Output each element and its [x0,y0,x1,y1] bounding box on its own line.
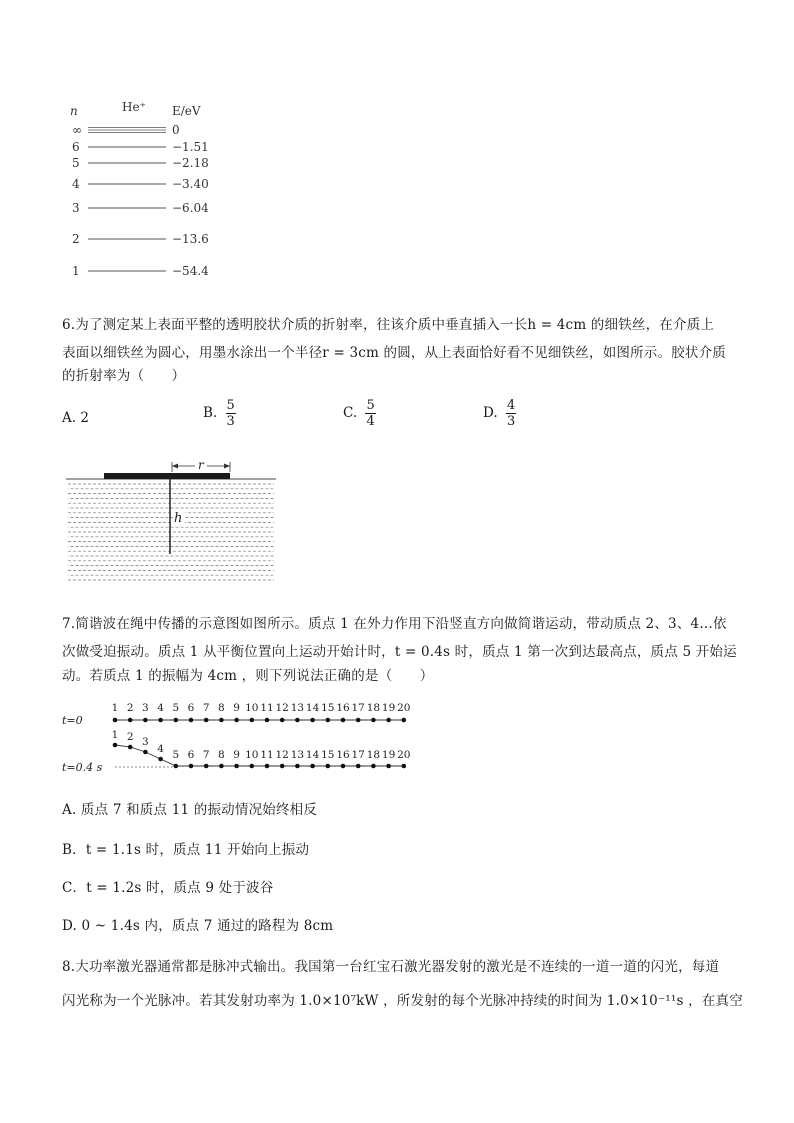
rope-point-t0-10 [250,718,255,723]
level-n-4: 3 [72,201,80,215]
rope-label-t1-2: 2 [126,731,134,743]
rope-point-t1-1 [113,743,118,748]
rope-point-t0-15 [326,718,331,723]
rope-point-t1-18 [371,764,376,769]
rope-label-t1-11: 11 [260,749,274,761]
rope-label-t1-6: 6 [187,749,195,761]
rope-point-t0-9 [234,718,239,723]
rope-point-t1-3 [143,750,148,755]
q6-option-c-fraction [365,398,375,429]
t1-label: t=0.4 s [62,761,103,774]
level-n-1: 6 [72,140,80,154]
rope-point-t1-16 [341,764,346,769]
q7-line-3: 动。若质点 1 的振幅为 4cm ，则下列说法正确的是（ ） [62,668,434,684]
rope-point-t0-5 [174,718,179,723]
rope-point-t1-17 [356,764,361,769]
rope-label-t0-15: 15 [321,702,335,714]
rope-label-t1-5: 5 [172,749,180,761]
rope-label-t1-9: 9 [233,749,240,761]
q6-option-d [483,398,516,429]
rope-point-t0-20 [402,718,407,723]
r-label: r [198,458,204,472]
rope-point-t1-20 [402,764,407,769]
level-n-2: 5 [72,156,80,170]
rope-label-t1-3: 3 [142,736,149,748]
level-energy-2: −2.18 [172,156,209,170]
level-energy-5: −13.6 [172,232,209,246]
rope-point-t1-13 [295,764,300,769]
level-n-0: ∞ [72,123,82,137]
rope-point-t1-4 [158,757,163,762]
rope-point-t0-19 [386,718,391,723]
medium-figure [64,458,279,588]
q6-option-d-numerator: 4 [506,398,516,413]
rope-point-t0-11 [265,718,270,723]
rope-point-t0-14 [310,718,315,723]
rope-point-t1-14 [310,764,315,769]
rope-label-t1-4: 4 [157,743,164,755]
rope-point-t0-1 [113,718,118,723]
rope-point-t1-11 [265,764,270,769]
rope-point-t1-7 [204,764,209,769]
level-energy-0: 0 [172,123,180,137]
rope-label-t0-10: 10 [245,702,259,714]
q6-option-a [62,410,89,426]
q6-option-c [343,398,376,429]
rope-label-t0-3: 3 [142,702,149,714]
rope-label-t1-15: 15 [321,749,335,761]
q6-option-a-value: 2 [80,410,89,426]
q8-line-1: 8.大功率激光器通常都是脉冲式输出。我国第一台红宝石激光器发射的激光是不连续的一道一道的闪光，每道 [62,959,720,975]
rope-label-t1-18: 18 [366,749,381,761]
rope-label-t1-12: 12 [275,749,289,761]
rope-point-t1-8 [219,764,224,769]
level-energy-6: −54.4 [172,264,209,278]
rope-label-t0-17: 17 [351,702,365,714]
level-n-5: 2 [72,232,80,246]
rope-label-t0-7: 7 [202,702,210,714]
rope-point-t0-4 [158,718,163,723]
rope-label-t0-1: 1 [111,702,119,714]
rope-label-t1-7: 7 [202,749,210,761]
rope-label-t1-1: 1 [111,729,119,741]
rope-label-t0-13: 13 [290,702,305,714]
rope-label-t0-6: 6 [187,702,195,714]
rope-point-t0-16 [341,718,346,723]
level-energy-1: −1.51 [172,140,209,154]
rope-label-t1-20: 20 [397,749,411,761]
rope-label-t1-8: 8 [218,749,225,761]
rope-label-t1-14: 14 [305,749,320,761]
ink-circle-bar [104,473,230,479]
r-arrow-left [172,464,178,469]
rope-point-t0-12 [280,718,285,723]
rope-point-t1-12 [280,764,285,769]
rope-point-t0-8 [219,718,224,723]
q7-option-b: B．t = 1.1s 时，质点 11 开始向上振动 [62,842,310,858]
rope-label-t0-12: 12 [275,702,289,714]
rope-point-t1-5 [174,764,179,769]
energy-level-diagram [60,95,230,285]
rope-point-t1-2 [128,745,133,750]
rope-point-t1-19 [386,764,391,769]
q7-option-c: C．t = 1.2s 时，质点 9 处于波谷 [62,880,274,896]
h-label: h [174,511,183,526]
q7-option-a: A. 质点 7 和质点 11 的振动情况始终相反 [62,802,318,818]
rope-label-t0-20: 20 [397,702,411,714]
q6-option-d-denominator: 3 [506,414,516,429]
rope-label-t0-14: 14 [305,702,320,714]
rope-label-t1-16: 16 [336,749,350,761]
rope-label-t0-16: 16 [336,702,350,714]
rope-label-t1-10: 10 [245,749,259,761]
rope-label-t1-17: 17 [351,749,365,761]
rope-point-t1-9 [234,764,239,769]
q7-option-d: D. 0 ~ 1.4s 内，质点 7 通过的路程为 8cm [62,918,334,934]
rope-label-t0-18: 18 [366,702,381,714]
q8-line-2: 闪光称为一个光脉冲。若其发射功率为 1.0×10⁷kW ，所发射的每个光脉冲持续的时间为 1.0×10⁻¹¹s ，在真空 [62,993,743,1009]
rope-point-t0-6 [189,718,194,723]
r-arrow-right [224,464,230,469]
level-energy-3: −3.40 [172,177,209,191]
rope-point-t0-13 [295,718,300,723]
rope-label-t0-11: 11 [260,702,274,714]
q6-option-b-denominator: 3 [226,414,235,429]
diagram-energy-header: E/eV [172,104,201,118]
rope-point-t1-10 [250,764,255,769]
level-n-6: 1 [72,264,80,278]
q6-option-c-numerator: 5 [366,398,375,413]
q6-option-c-denominator: 4 [366,414,375,429]
rope-label-t0-4: 4 [157,702,164,714]
rope-label-t0-2: 2 [126,702,134,714]
rope-point-t0-7 [204,718,209,723]
rope-point-t0-17 [356,718,361,723]
rope-point-t0-18 [371,718,376,723]
q6-line-3: 的折射率为（ ） [62,368,186,384]
q6-option-b-label: B. [203,405,218,421]
q6-option-b-fraction [226,398,236,429]
rope-label-t0-9: 9 [233,702,240,714]
q6-line-1: 6.为了测定某上表面平整的透明胶状介质的折射率，往该介质中垂直插入一长h = 4cm 的细铁丝，在介质上 [62,317,715,333]
rope-label-t0-19: 19 [381,702,396,714]
rope-point-t1-15 [326,764,331,769]
q6-option-c-label: C. [343,405,358,421]
rope-label-t1-19: 19 [381,749,396,761]
rope-wave-figure [60,700,430,780]
rope-point-t1-6 [189,764,194,769]
t0-label: t=0 [62,714,83,727]
rope-label-t0-8: 8 [218,702,225,714]
rope-row-t1 [112,729,411,768]
rope-label-t0-5: 5 [172,702,180,714]
rope-point-t0-2 [128,718,133,723]
level-n-3: 4 [72,177,80,191]
q6-line-2: 表面以细铁丝为圆心，用墨水涂出一个半径r = 3cm 的圆，从上表面恰好看不见细铁丝，如图所示。胶状介质 [62,345,726,361]
q6-option-b [203,398,236,429]
diagram-species-header: He⁺ [122,100,146,114]
q6-option-a-label: A. [62,410,77,426]
level-energy-4: −6.04 [172,201,209,215]
medium-dashes [68,484,274,580]
rope-point-t0-3 [143,718,148,723]
q7-line-2: 次做受迫振动。质点 1 从平衡位置向上运动开始计时，t = 0.4s 时，质点 1 第一次到达最高点，质点 5 开始运 [62,644,737,660]
q6-option-d-fraction [506,398,516,429]
rope-row-t0 [112,702,411,722]
rope-label-t1-13: 13 [290,749,305,761]
q7-line-1: 7.简谐波在绳中传播的示意图如图所示。质点 1 在外力作用下沿竖直方向做简谐运动，带动质点 2、3、4…依 [62,616,727,632]
q6-option-d-label: D. [483,405,498,421]
q6-option-b-numerator: 5 [226,398,235,413]
diagram-n-header: n [70,104,78,118]
